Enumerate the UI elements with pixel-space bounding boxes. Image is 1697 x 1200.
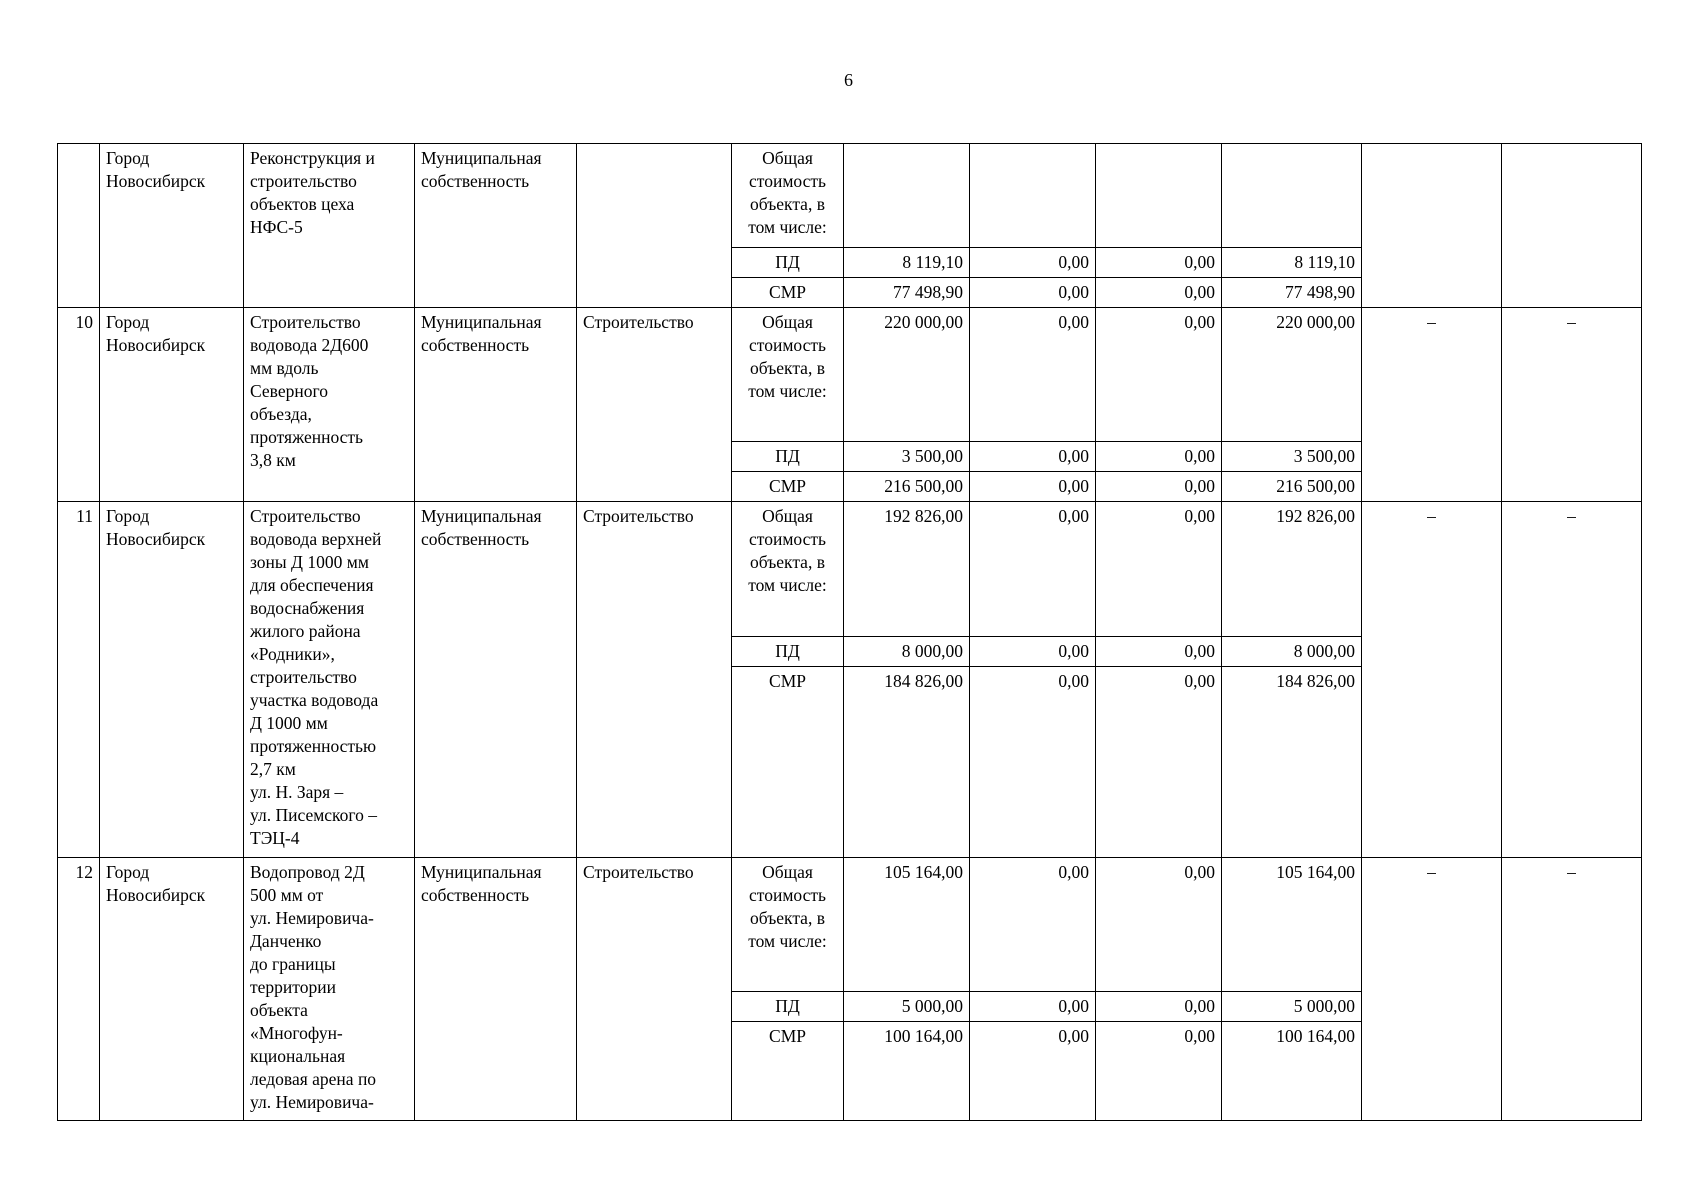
value-cell: 0,00 xyxy=(970,472,1096,502)
value-cell: 0,00 xyxy=(1096,442,1222,472)
value-cell: 0,00 xyxy=(970,308,1096,442)
work-type-cell xyxy=(577,144,732,308)
cost-label-cell: ПД xyxy=(732,637,844,667)
value-cell: 0,00 xyxy=(970,1022,1096,1121)
value-cell: 216 500,00 xyxy=(1222,472,1362,502)
value-cell: 0,00 xyxy=(1096,472,1222,502)
extra-cell: – xyxy=(1362,502,1502,858)
value-cell: 184 826,00 xyxy=(1222,667,1362,858)
value-cell: 105 164,00 xyxy=(844,858,970,992)
value-cell: 192 826,00 xyxy=(844,502,970,637)
value-cell: 5 000,00 xyxy=(844,992,970,1022)
object-name-cell: Строительство водовода верхней зоны Д 1000 мм для обеспечения водоснабжения жилого района «Родники», строительство участка водовода Д 1000 мм протяженностью 2,7 км ул. Н. Заря – ул. Писемского – ТЭЦ-4 xyxy=(244,502,415,858)
value-cell: 77 498,90 xyxy=(1222,278,1362,308)
cost-label-cell: СМР xyxy=(732,278,844,308)
value-cell: 0,00 xyxy=(1096,308,1222,442)
value-cell: 8 119,10 xyxy=(1222,248,1362,278)
value-cell: 100 164,00 xyxy=(844,1022,970,1121)
value-cell: 77 498,90 xyxy=(844,278,970,308)
value-cell: 216 500,00 xyxy=(844,472,970,502)
value-cell: 0,00 xyxy=(970,858,1096,992)
cost-label-cell: СМР xyxy=(732,1022,844,1121)
ownership-cell: Муниципальная собственность xyxy=(415,144,577,308)
city-cell: Город Новосибирск xyxy=(100,858,244,1121)
object-name-cell: Водопровод 2Д 500 мм от ул. Немировича- Данченко до границы территории объекта «Многофун- кциональная ледовая арена по ул. Немировича- xyxy=(244,858,415,1121)
value-cell: 8 000,00 xyxy=(1222,637,1362,667)
row-number: 11 xyxy=(58,502,100,858)
extra-cell xyxy=(1502,144,1642,308)
value-cell xyxy=(970,144,1096,248)
ownership-cell: Муниципальная собственность xyxy=(415,308,577,502)
work-type-cell: Строительство xyxy=(577,858,732,1121)
city-cell: Город Новосибирск xyxy=(100,144,244,308)
extra-cell: – xyxy=(1502,502,1642,858)
value-cell: 0,00 xyxy=(1096,1022,1222,1121)
value-cell xyxy=(1222,144,1362,248)
ownership-cell: Муниципальная собственность xyxy=(415,502,577,858)
page-number: 6 xyxy=(844,70,853,90)
extra-cell xyxy=(1362,144,1502,308)
cost-label-cell: ПД xyxy=(732,992,844,1022)
table-row xyxy=(58,858,1642,992)
city-cell: Город Новосибирск xyxy=(100,308,244,502)
cost-label-cell: ПД xyxy=(732,248,844,278)
value-cell: 0,00 xyxy=(970,278,1096,308)
value-cell: 100 164,00 xyxy=(1222,1022,1362,1121)
value-cell: 0,00 xyxy=(1096,637,1222,667)
value-cell: 0,00 xyxy=(1096,502,1222,637)
value-cell: 0,00 xyxy=(1096,278,1222,308)
value-cell: 3 500,00 xyxy=(1222,442,1362,472)
value-cell: 0,00 xyxy=(970,992,1096,1022)
object-name-cell: Строительство водовода 2Д600 мм вдоль Северного объезда, протяженность 3,8 км xyxy=(244,308,415,502)
value-cell: 0,00 xyxy=(970,637,1096,667)
table-row xyxy=(58,144,1642,248)
extra-cell: – xyxy=(1362,308,1502,502)
city-cell: Город Новосибирск xyxy=(100,502,244,858)
value-cell: 0,00 xyxy=(1096,858,1222,992)
value-cell xyxy=(1096,144,1222,248)
cost-label-cell: Общая стоимость объекта, в том числе: xyxy=(732,308,844,442)
cost-label-cell: ПД xyxy=(732,442,844,472)
table-row xyxy=(58,308,1642,442)
value-cell: 0,00 xyxy=(970,502,1096,637)
extra-cell: – xyxy=(1502,858,1642,1121)
value-cell: 105 164,00 xyxy=(1222,858,1362,992)
ownership-cell: Муниципальная собственность xyxy=(415,858,577,1121)
value-cell xyxy=(844,144,970,248)
work-type-cell: Строительство xyxy=(577,502,732,858)
value-cell: 0,00 xyxy=(970,248,1096,278)
investment-objects-table xyxy=(57,143,1642,1121)
work-type-cell: Строительство xyxy=(577,308,732,502)
object-name-cell: Реконструкция и строительство объектов цеха НФС-5 xyxy=(244,144,415,308)
value-cell: 8 119,10 xyxy=(844,248,970,278)
row-number: 12 xyxy=(58,858,100,1121)
cost-label-cell: СМР xyxy=(732,667,844,858)
value-cell: 184 826,00 xyxy=(844,667,970,858)
value-cell: 192 826,00 xyxy=(1222,502,1362,637)
extra-cell: – xyxy=(1502,308,1642,502)
value-cell: 0,00 xyxy=(970,667,1096,858)
value-cell: 0,00 xyxy=(1096,248,1222,278)
value-cell: 220 000,00 xyxy=(1222,308,1362,442)
value-cell: 0,00 xyxy=(1096,667,1222,858)
row-number xyxy=(58,144,100,308)
table-row xyxy=(58,502,1642,637)
cost-label-cell: Общая стоимость объекта, в том числе: xyxy=(732,858,844,992)
value-cell: 8 000,00 xyxy=(844,637,970,667)
extra-cell: – xyxy=(1362,858,1502,1121)
value-cell: 0,00 xyxy=(1096,992,1222,1022)
value-cell: 220 000,00 xyxy=(844,308,970,442)
value-cell: 0,00 xyxy=(970,442,1096,472)
value-cell: 3 500,00 xyxy=(844,442,970,472)
cost-label-cell: Общая стоимость объекта, в том числе: xyxy=(732,144,844,248)
value-cell: 5 000,00 xyxy=(1222,992,1362,1022)
cost-label-cell: Общая стоимость объекта, в том числе: xyxy=(732,502,844,637)
cost-label-cell: СМР xyxy=(732,472,844,502)
row-number: 10 xyxy=(58,308,100,502)
